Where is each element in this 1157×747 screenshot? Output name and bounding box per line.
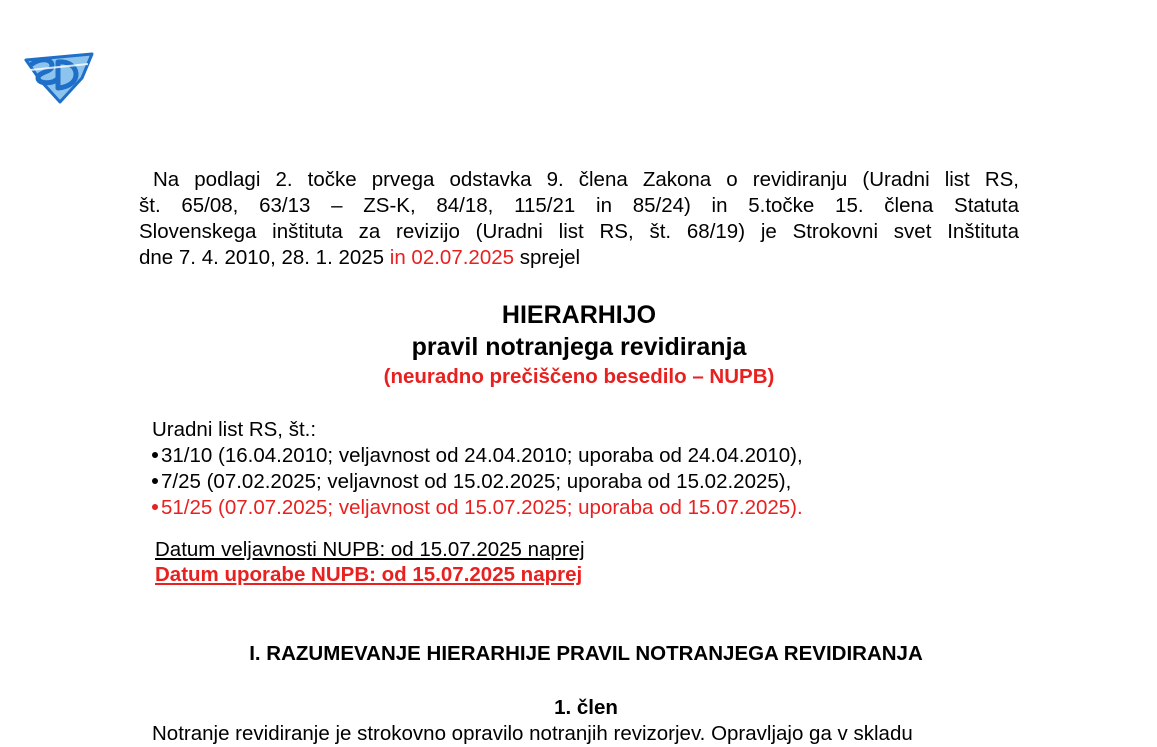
document-subtitle: pravil notranjega revidiranja (411, 333, 747, 361)
gazette-item-text: 7/25 (07.02.2025; veljavnost od 15.02.2025; uporaba od 15.02.2025), (161, 470, 792, 493)
gazette-item (152, 443, 803, 469)
application-date: Datum uporabe NUPB: od 15.07.2025 naprej (155, 563, 583, 586)
intro-line: Slovenskega inštituta za revizijo (Uradni list RS, št. 68/19) je Strokovni svet Inštituta (139, 220, 1019, 243)
gazette-item-text: 51/25 (07.07.2025; veljavnost od 15.07.2025; uporaba od 15.07.2025). (161, 496, 803, 519)
validity-date: Datum veljavnosti NUPB: od 15.07.2025 naprej (155, 538, 585, 561)
intro-last-start: dne 7. 4. 2010, 28. 1. 2025 (139, 246, 390, 269)
intro-line-last (139, 245, 1019, 271)
si-logo-shield-icon (22, 50, 96, 104)
bullet-icon (152, 452, 158, 458)
nupb-dates (155, 537, 585, 587)
gazette-references (152, 417, 803, 521)
section-heading: I. RAZUMEVANJE HIERARHIJE PRAVIL NOTRANJEGA REVIDIRANJA (249, 642, 923, 665)
intro-line: št. 65/08, 63/13 – ZS-K, 84/18, 115/21 in 85/24) in 5.točke 15. člena Statuta (139, 194, 1019, 217)
intro-paragraph (139, 167, 1019, 271)
document-title: HIERARHIJO (501, 301, 657, 329)
article-heading: 1. člen (554, 696, 618, 719)
intro-last-end: sprejel (514, 246, 581, 269)
document-note: (neuradno prečiščeno besedilo – NUPB) (383, 365, 775, 388)
article-text: Notranje revidiranje je strokovno opravilo notranjih revizorjev. Opravljajo ga v skladu (152, 722, 913, 745)
bullet-icon (152, 504, 158, 510)
gazette-item-text: 31/10 (16.04.2010; veljavnost od 24.04.2010; uporaba od 24.04.2010), (161, 444, 803, 467)
gazette-item (152, 469, 803, 495)
bullet-icon (152, 478, 158, 484)
gazette-label: Uradni list RS, št.: (152, 418, 317, 441)
intro-line: Na podlagi 2. točke prvega odstavka 9. člena Zakona o revidiranju (Uradni list RS, (153, 168, 1019, 191)
intro-last-red: in 02.07.2025 (389, 246, 515, 269)
gazette-item (152, 495, 803, 521)
